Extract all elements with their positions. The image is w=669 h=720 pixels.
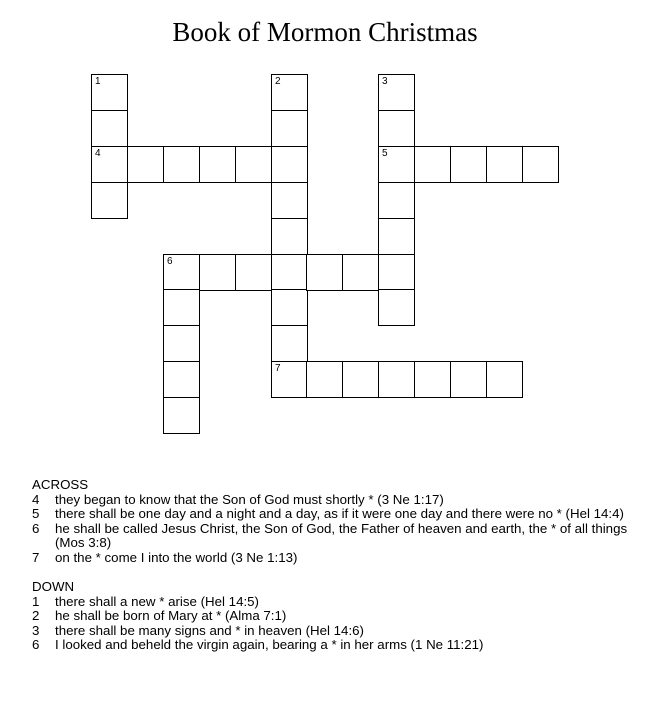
cell-number: 4 [95, 148, 101, 159]
crossword-cell[interactable] [235, 146, 272, 183]
down-section [32, 580, 632, 653]
crossword-cell[interactable] [271, 325, 308, 362]
clue-text: they began to know that the Son of God must shortly * (3 Ne 1:17) [55, 491, 444, 507]
cell-number: 3 [382, 76, 388, 87]
crossword-cell[interactable] [127, 146, 164, 183]
crossword-cell[interactable] [199, 146, 236, 183]
crossword-cell[interactable] [163, 146, 200, 183]
crossword-cell[interactable] [163, 254, 200, 291]
crossword-cell[interactable] [378, 74, 415, 111]
clue-number: 5 [32, 506, 40, 521]
crossword-cell[interactable] [414, 361, 451, 398]
cell-number: 1 [95, 76, 101, 87]
crossword-cell[interactable] [271, 182, 308, 219]
down-clue-1 [32, 595, 632, 610]
cell-number: 2 [275, 76, 281, 87]
clue-text: there shall be many signs and * in heaven (Hel 14:6) [55, 622, 364, 638]
across-heading: ACROSS [32, 477, 89, 492]
down-clue-6 [32, 638, 632, 653]
across-clue-4 [32, 493, 632, 508]
down-clue-3 [32, 624, 632, 639]
crossword-cell[interactable] [271, 361, 308, 398]
clue-number: 6 [32, 637, 40, 652]
crossword-cell[interactable] [271, 110, 308, 147]
crossword-cell[interactable] [378, 182, 415, 219]
crossword-cell[interactable] [486, 146, 523, 183]
across-clue-5 [32, 507, 632, 522]
crossword-cell[interactable] [271, 218, 308, 255]
crossword-cell[interactable] [414, 146, 451, 183]
across-section [32, 478, 632, 565]
cell-number: 6 [167, 256, 173, 267]
crossword-cell[interactable] [378, 110, 415, 147]
crossword-cell[interactable] [163, 325, 200, 362]
crossword-cell[interactable] [271, 254, 308, 291]
crossword-cell[interactable] [450, 361, 487, 398]
crossword-cell[interactable] [91, 182, 128, 219]
crossword-cell[interactable] [235, 254, 272, 291]
crossword-cell[interactable] [342, 361, 379, 398]
crossword-cell[interactable] [306, 254, 343, 291]
clue-text: he shall be called Jesus Christ, the Son of God, the Father of heaven and earth, the * of all things (Mos 3:8) [55, 520, 628, 550]
clue-number: 2 [32, 608, 40, 623]
crossword-cell[interactable] [91, 146, 128, 183]
across-clue-7 [32, 551, 632, 566]
crossword-cell[interactable] [163, 361, 200, 398]
crossword-cell[interactable] [91, 74, 128, 111]
clue-number: 3 [32, 622, 40, 638]
crossword-cell[interactable] [271, 146, 308, 183]
crossword-cell[interactable] [199, 254, 236, 291]
clue-number: 6 [32, 520, 40, 536]
crossword-cell[interactable] [450, 146, 487, 183]
crossword-cell[interactable] [378, 254, 415, 291]
crossword-cell[interactable] [378, 361, 415, 398]
crossword-cell[interactable] [486, 361, 523, 398]
clue-number: 1 [32, 593, 40, 609]
crossword-cell[interactable] [271, 289, 308, 326]
cell-number: 5 [382, 148, 388, 159]
across-clue-6 [32, 522, 632, 551]
crossword-cell[interactable] [342, 254, 379, 291]
clue-text: I looked and beheld the virgin again, bearing a * in her arms (1 Ne 11:21) [55, 637, 484, 652]
crossword-cell[interactable] [306, 361, 343, 398]
crossword-cell[interactable] [378, 289, 415, 326]
crossword-cell[interactable] [378, 146, 415, 183]
clues-section [32, 478, 632, 653]
crossword-cell[interactable] [91, 110, 128, 147]
down-heading: DOWN [32, 579, 75, 594]
crossword-cell[interactable] [522, 146, 559, 183]
clue-number: 7 [32, 549, 40, 565]
down-clue-2 [32, 609, 632, 624]
crossword-cell[interactable] [378, 218, 415, 255]
crossword-cell[interactable] [271, 74, 308, 111]
crossword-cell[interactable] [163, 397, 200, 434]
clue-text: he shall be born of Mary at * (Alma 7:1) [55, 608, 287, 623]
clue-text: there shall a new * arise (Hel 14:5) [55, 593, 259, 609]
clue-number: 4 [32, 491, 40, 507]
cell-number: 7 [275, 363, 281, 374]
crossword-cell[interactable] [163, 289, 200, 326]
page-title: Book of Mormon Christmas [172, 17, 478, 47]
clue-text: on the * come I into the world (3 Ne 1:13) [55, 549, 298, 565]
clue-text: there shall be one day and a night and a day, as if it were one day and there were no * (Hel 14:4) [55, 506, 624, 521]
